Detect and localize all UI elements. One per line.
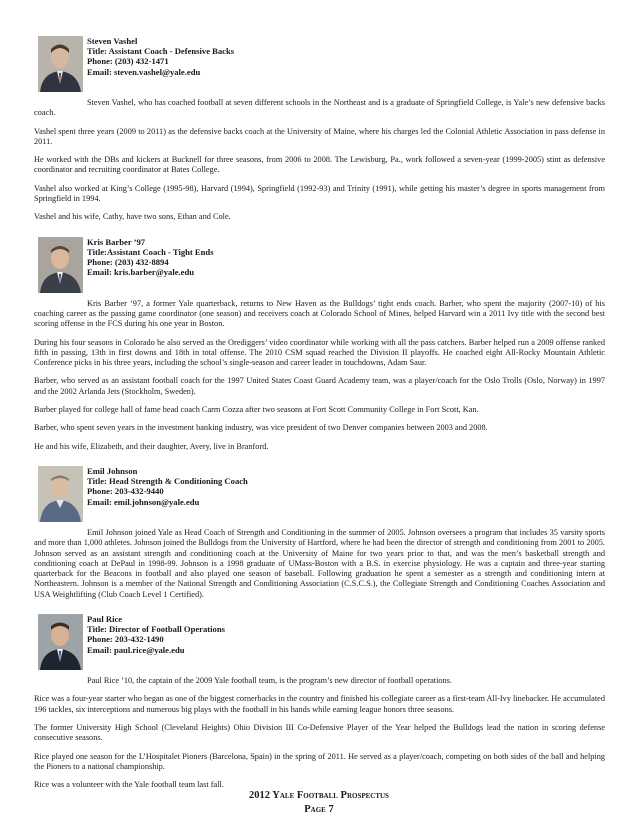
- bio-paragraph: Vashel also worked at King’s College (1995-98), Harvard (1994), Springfield (1992-93) and Trinity (1991), while getting his master’s degree in sports management from Springfield in 1994.: [34, 183, 605, 204]
- coach-photo: [38, 614, 83, 670]
- contact-block: [87, 36, 234, 77]
- coach-photo: [38, 466, 83, 522]
- bio-header: [34, 34, 605, 98]
- bio-header: [34, 464, 605, 528]
- coach-bio-rice: [34, 612, 605, 790]
- coach-bio-vashel: [34, 34, 605, 223]
- bio-paragraph: During his four seasons in Colorado he also served as the Orediggers’ video coordinator while working with all the pass catchers. Barber helped run a 2009 offense ranked fifth in passing, 13th in first downs and 18th in total offense. The 2010 CSM squad reached the Division II playoffs. He coached eight All-Rocky Mountain Athletic Conference picks in his three years, including the school’s single-season and career leader in touchdowns, Adam Saur.: [34, 337, 605, 368]
- contact-block: [87, 466, 248, 507]
- coach-photo: [38, 36, 83, 92]
- coach-name: Paul Rice: [87, 614, 123, 625]
- bio-paragraph: The former University High School (Cleveland Heights) Ohio Division III Co-Defensive Player of the Year helped the Bulldogs lead the nation in scoring defense consecutive seasons.: [34, 722, 605, 743]
- bio-paragraph: Kris Barber ’97, a former Yale quarterback, returns to New Haven as the Bulldogs’ tight ends coach. Barber, who spent the majority (2007-10) of his coaching career as the passing game coordinator (one season) and receivers coach at Colorado School of Mines, helped Harvard win a 2011 Ivy title with the second best scoring offense in the FCS during his one year in Boston.: [34, 298, 605, 329]
- coach-name: Emil Johnson: [87, 465, 138, 476]
- coach-name: Kris Barber ’97: [87, 236, 146, 247]
- coach-title: Title:Assistant Coach - Tight Ends: [87, 246, 214, 257]
- coach-photo: [38, 237, 83, 293]
- coach-title: Title: Head Strength & Conditioning Coach: [87, 476, 248, 487]
- bio-paragraph: Vashel spent three years (2009 to 2011) as the defensive backs coach at the University of Maine, where his charges led the Colonial Athletic Association in pass defense in 2011.: [34, 126, 605, 146]
- coach-phone: Phone: (203) 432-1471: [87, 56, 169, 67]
- bio-paragraph: Rice was a volunteer with the Yale football team last fall.: [34, 780, 224, 790]
- bio-paragraph: He worked with the DBs and kickers at Bucknell for three seasons, from 2006 to 2008. The Lewisburg, Pa., work followed a seven-year (1999-2005) stint as defensive coordinator and recruiting coordinator at Bates College.: [34, 155, 605, 175]
- coach-title: Title: Assistant Coach - Defensive Backs: [87, 46, 235, 57]
- footer-publication-title: 2012 Yale Football Prospectus: [249, 790, 389, 801]
- bio-paragraph: Paul Rice ’10, the captain of the 2009 Yale football team, is the program’s new director of football operations.: [87, 676, 452, 686]
- coach-phone: Phone: 203-432-9440: [87, 486, 164, 497]
- coach-email[interactable]: Email: emil.johnson@yale.edu: [87, 496, 200, 507]
- bio-paragraph: Barber, who spent seven years in the investment banking industry, was vice president of two Denver companies between 2003 and 2008.: [34, 423, 488, 433]
- coach-bio-barber: [34, 235, 605, 452]
- bio-paragraph: He and his wife, Elizabeth, and their daughter, Avery, live in Branford.: [34, 441, 269, 451]
- coach-email[interactable]: Email: kris.barber@yale.edu: [87, 267, 195, 278]
- coach-email[interactable]: Email: paul.rice@yale.edu: [87, 644, 185, 655]
- bio-paragraph: Barber played for college hall of fame head coach Carm Cozza after two seasons at Fort Scott Community College in Fort Scott, Kan.: [34, 405, 479, 415]
- coach-phone: Phone: 203-432-1490: [87, 634, 164, 645]
- bio-paragraph: Rice was a four-year starter who began as one of the biggest cornerbacks in the country and finished his collegiate career as a first-team All-Ivy linebacker. He accumulated 196 tackles, six interceptions and numerous big plays with the football in his hands while earning league honors three seasons.: [34, 694, 605, 714]
- bio-header: [34, 235, 605, 299]
- bio-paragraph: Barber, who served as an assistant football coach for the 1997 United States Coast Guard Academy team, was a player/coach for the Oslo Trolls (Oslo, Norway) in 1997 and the 2002 Arlanda Jets (Stockholm, Sweden).: [34, 376, 605, 396]
- coach-title: Title: Director of Football Operations: [87, 624, 225, 635]
- contact-block: [87, 614, 225, 655]
- contact-block: [87, 237, 214, 278]
- bio-paragraph: Rice played one season for the L’Hospitalet Pioners (Barcelona, Spain) in the spring of 2011. He served as a player/coach, competing on both sides of the ball and helping the Pioners to a national championship.: [34, 751, 605, 771]
- page-content: [34, 34, 605, 798]
- page-footer: [0, 789, 638, 817]
- coach-name: Steven Vashel: [87, 36, 138, 46]
- bio-paragraph: Vashel and his wife, Cathy, have two sons, Ethan and Cole.: [34, 212, 231, 222]
- coach-phone: Phone: (203) 432-8894: [87, 257, 169, 268]
- coach-bio-johnson: [34, 464, 605, 600]
- bio-paragraph: Emil Johnson joined Yale as Head Coach of Strength and Conditioning in the summer of 2005. Johnson oversees a program that includes 35 varsity sports and more than 1,000 athletes. Johnson joined the Bulldogs from the University of Hartford, where he had been the director of strength and conditioning from 2001 to 2005. Johnson served as an assistant strength and conditioning coach at the University of Maine for two years prior to that, and was the men’s basketball strength and conditioning coach at DePaul in 1998-99. Johnson is a 1998 graduate of UMass-Boston with a B.S. in exercise physiology. He was a captain and three-year starting quarterback for the Beacons in football and also played one season of baseball. Following graduation he spent a semester as a strength and conditioning intern at Northeastern. Johnson is a member of the National Strength and Conditioning Association (C.S.C.S.), the Collegiate Strength and Conditioning Coaches Association and USA Weightlifting (Club Coach Level 1 Certified).: [34, 527, 605, 599]
- footer-page-number: Page 7: [304, 804, 334, 815]
- coach-email[interactable]: Email: steven.vashel@yale.edu: [87, 66, 201, 77]
- bio-header: [34, 612, 605, 676]
- bio-paragraph: Steven Vashel, who has coached football at seven different schools in the Northeast and is a graduate of Springfield College, is Yale’s new defensive backs coach.: [34, 98, 605, 118]
